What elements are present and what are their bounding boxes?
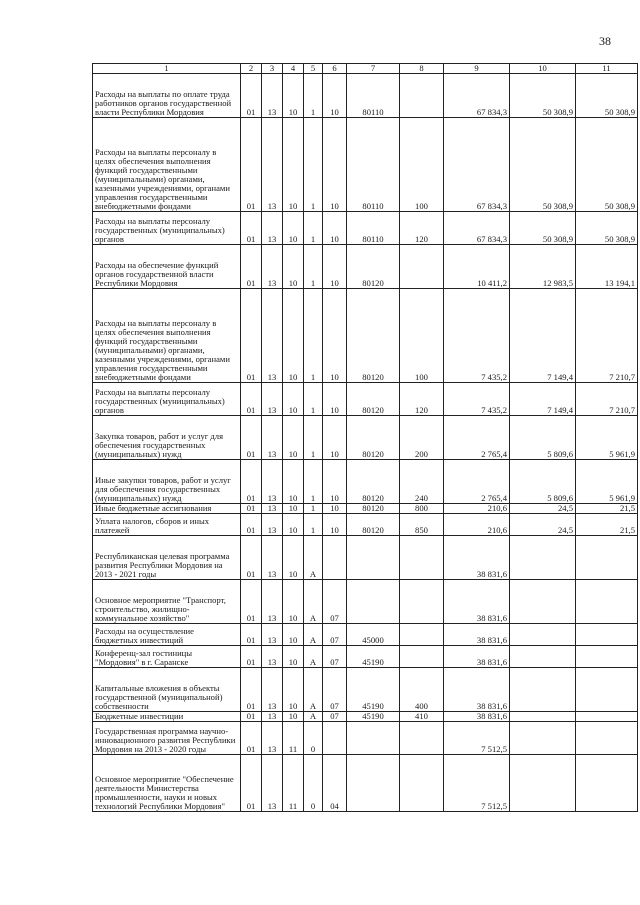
cell-amount-2: 50 308,9 <box>510 118 576 212</box>
cell-amount-2: 24,5 <box>510 514 576 536</box>
table-row <box>93 383 638 416</box>
cell-subprogram: А <box>304 646 323 668</box>
cell-amount-3 <box>576 755 638 812</box>
row-name: Республиканская целевая программа развития Республики Мордовия на 2013 - 2021 годы <box>93 536 241 580</box>
cell-amount-1: 210,6 <box>444 504 510 514</box>
cell-amount-1: 38 831,6 <box>444 712 510 722</box>
cell-amount-1: 7 435,2 <box>444 383 510 416</box>
cell-direction: 45190 <box>347 668 400 712</box>
row-name: Расходы на выплаты персоналу государственных (муниципальных) органов <box>93 383 241 416</box>
row-name: Государственная программа научно-инновационного развития Республики Мордовия на 2013 - 2020 годы <box>93 722 241 755</box>
table-row <box>93 212 638 245</box>
cell-event: 07 <box>323 580 347 624</box>
table-row <box>93 722 638 755</box>
cell-program: 10 <box>283 504 304 514</box>
cell-section: 01 <box>241 668 262 712</box>
cell-amount-3: 21,5 <box>576 504 638 514</box>
cell-program: 10 <box>283 646 304 668</box>
cell-subprogram: 1 <box>304 212 323 245</box>
cell-amount-3: 50 308,9 <box>576 212 638 245</box>
cell-direction: 80120 <box>347 514 400 536</box>
cell-amount-2 <box>510 712 576 722</box>
cell-program: 10 <box>283 416 304 460</box>
cell-amount-1: 38 831,6 <box>444 536 510 580</box>
cell-section: 01 <box>241 536 262 580</box>
cell-subsection: 13 <box>262 668 283 712</box>
col-header: 4 <box>283 64 304 74</box>
cell-direction <box>347 536 400 580</box>
cell-amount-3: 13 194,1 <box>576 245 638 289</box>
cell-expense-type <box>400 536 444 580</box>
cell-amount-3 <box>576 580 638 624</box>
cell-amount-1: 38 831,6 <box>444 580 510 624</box>
row-name: Расходы на осуществление бюджетных инвестиций <box>93 624 241 646</box>
row-name: Расходы на выплаты персоналу государственных (муниципальных) органов <box>93 212 241 245</box>
cell-program: 10 <box>283 212 304 245</box>
cell-amount-2: 7 149,4 <box>510 383 576 416</box>
row-name: Капитальные вложения в объекты государственной (муниципальной) собственности <box>93 668 241 712</box>
table-row <box>93 416 638 460</box>
table-row <box>93 245 638 289</box>
cell-program: 10 <box>283 245 304 289</box>
cell-subprogram: 1 <box>304 118 323 212</box>
cell-expense-type: 200 <box>400 416 444 460</box>
cell-amount-3 <box>576 646 638 668</box>
cell-section: 01 <box>241 755 262 812</box>
cell-subsection: 13 <box>262 755 283 812</box>
cell-subsection: 13 <box>262 383 283 416</box>
cell-amount-3: 21,5 <box>576 514 638 536</box>
cell-event: 07 <box>323 624 347 646</box>
cell-subsection: 13 <box>262 580 283 624</box>
cell-subprogram: 0 <box>304 722 323 755</box>
cell-amount-2: 5 809,6 <box>510 416 576 460</box>
table-row <box>93 118 638 212</box>
cell-event: 10 <box>323 245 347 289</box>
cell-section: 01 <box>241 245 262 289</box>
cell-expense-type: 400 <box>400 668 444 712</box>
cell-program: 10 <box>283 514 304 536</box>
cell-amount-3: 7 210,7 <box>576 383 638 416</box>
cell-event <box>323 722 347 755</box>
cell-program: 10 <box>283 580 304 624</box>
col-header: 2 <box>241 64 262 74</box>
col-header: 6 <box>323 64 347 74</box>
cell-expense-type <box>400 722 444 755</box>
cell-program: 10 <box>283 383 304 416</box>
cell-event: 10 <box>323 289 347 383</box>
table-row <box>93 460 638 504</box>
cell-section: 01 <box>241 416 262 460</box>
cell-section: 01 <box>241 722 262 755</box>
cell-direction: 80120 <box>347 383 400 416</box>
cell-amount-1: 7 512,5 <box>444 722 510 755</box>
cell-subsection: 13 <box>262 536 283 580</box>
cell-amount-2: 50 308,9 <box>510 212 576 245</box>
cell-expense-type <box>400 74 444 118</box>
cell-subsection: 13 <box>262 624 283 646</box>
cell-subprogram: А <box>304 624 323 646</box>
cell-amount-3 <box>576 536 638 580</box>
cell-amount-2 <box>510 668 576 712</box>
cell-event: 10 <box>323 504 347 514</box>
cell-program: 10 <box>283 712 304 722</box>
cell-subsection: 13 <box>262 646 283 668</box>
row-name: Расходы на выплаты по оплате труда работников органов государственной власти Республики Мордовия <box>93 74 241 118</box>
cell-section: 01 <box>241 118 262 212</box>
cell-direction: 80110 <box>347 118 400 212</box>
col-header: 10 <box>510 64 576 74</box>
cell-subprogram: А <box>304 668 323 712</box>
cell-amount-3 <box>576 624 638 646</box>
cell-amount-1: 10 411,2 <box>444 245 510 289</box>
cell-event: 10 <box>323 383 347 416</box>
cell-amount-1: 38 831,6 <box>444 624 510 646</box>
col-header: 9 <box>444 64 510 74</box>
cell-amount-3: 50 308,9 <box>576 74 638 118</box>
cell-section: 01 <box>241 712 262 722</box>
cell-section: 01 <box>241 514 262 536</box>
cell-direction: 80120 <box>347 504 400 514</box>
col-header: 5 <box>304 64 323 74</box>
cell-direction: 80120 <box>347 245 400 289</box>
cell-amount-2 <box>510 536 576 580</box>
row-name: Конференц-зал гостиницы "Мордовия" в г. Саранске <box>93 646 241 668</box>
row-name: Иные бюджетные ассигнования <box>93 504 241 514</box>
cell-expense-type <box>400 245 444 289</box>
row-name: Бюджетные инвестиции <box>93 712 241 722</box>
row-name: Расходы на выплаты персоналу в целях обеспечения выполнения функций государственными (муниципальными) органами, казенными учреждениями, органами управления государственными внебюджетными фондами <box>93 289 241 383</box>
cell-program: 10 <box>283 668 304 712</box>
cell-direction: 80110 <box>347 74 400 118</box>
cell-program: 11 <box>283 755 304 812</box>
cell-amount-2: 7 149,4 <box>510 289 576 383</box>
table-row <box>93 74 638 118</box>
table-row <box>93 580 638 624</box>
cell-amount-1: 67 834,3 <box>444 118 510 212</box>
row-name: Основное мероприятие "Транспорт, строительство, жилищно-коммунальное хозяйство" <box>93 580 241 624</box>
cell-expense-type: 240 <box>400 460 444 504</box>
cell-subprogram: 0 <box>304 755 323 812</box>
cell-amount-2 <box>510 722 576 755</box>
cell-event: 10 <box>323 514 347 536</box>
cell-direction <box>347 755 400 812</box>
cell-event <box>323 536 347 580</box>
table-row <box>93 624 638 646</box>
cell-event: 07 <box>323 646 347 668</box>
cell-amount-2: 50 308,9 <box>510 74 576 118</box>
page-number: 38 <box>599 34 611 48</box>
cell-event: 10 <box>323 416 347 460</box>
cell-subsection: 13 <box>262 245 283 289</box>
col-header: 8 <box>400 64 444 74</box>
cell-expense-type <box>400 755 444 812</box>
cell-amount-2 <box>510 624 576 646</box>
cell-amount-1: 67 834,3 <box>444 74 510 118</box>
header-row <box>93 64 638 74</box>
budget-table <box>92 63 638 812</box>
cell-expense-type: 800 <box>400 504 444 514</box>
cell-subprogram: А <box>304 580 323 624</box>
cell-subprogram: 1 <box>304 504 323 514</box>
cell-section: 01 <box>241 289 262 383</box>
cell-amount-2: 5 809,6 <box>510 460 576 504</box>
row-name: Закупка товаров, работ и услуг для обеспечения государственных (муниципальных) нужд <box>93 416 241 460</box>
table-row <box>93 646 638 668</box>
cell-expense-type: 120 <box>400 383 444 416</box>
cell-program: 10 <box>283 536 304 580</box>
cell-subprogram: 1 <box>304 245 323 289</box>
cell-expense-type: 100 <box>400 118 444 212</box>
row-name: Расходы на выплаты персоналу в целях обеспечения выполнения функций государственными (муниципальными) органами, казенными учреждениями, органами управления государственными внебюджетными фондами <box>93 118 241 212</box>
cell-section: 01 <box>241 74 262 118</box>
cell-subsection: 13 <box>262 416 283 460</box>
cell-amount-2: 24,5 <box>510 504 576 514</box>
cell-expense-type <box>400 624 444 646</box>
cell-expense-type: 120 <box>400 212 444 245</box>
table-row <box>93 668 638 712</box>
cell-program: 10 <box>283 289 304 383</box>
row-name: Расходы на обеспечение функций органов государственной власти Республики Мордовия <box>93 245 241 289</box>
cell-amount-3: 5 961,9 <box>576 416 638 460</box>
cell-expense-type: 410 <box>400 712 444 722</box>
cell-direction: 80120 <box>347 289 400 383</box>
cell-direction: 45190 <box>347 646 400 668</box>
cell-direction <box>347 580 400 624</box>
table-row <box>93 504 638 514</box>
cell-amount-2 <box>510 580 576 624</box>
cell-amount-1: 2 765,4 <box>444 416 510 460</box>
table-row <box>93 712 638 722</box>
cell-subsection: 13 <box>262 212 283 245</box>
cell-amount-1: 7 435,2 <box>444 289 510 383</box>
cell-section: 01 <box>241 212 262 245</box>
cell-event: 04 <box>323 755 347 812</box>
cell-direction: 80120 <box>347 416 400 460</box>
cell-amount-3: 5 961,9 <box>576 460 638 504</box>
cell-program: 11 <box>283 722 304 755</box>
table-row <box>93 514 638 536</box>
cell-event: 07 <box>323 712 347 722</box>
cell-program: 10 <box>283 624 304 646</box>
cell-amount-1: 210,6 <box>444 514 510 536</box>
col-header: 7 <box>347 64 400 74</box>
cell-subsection: 13 <box>262 460 283 504</box>
cell-subsection: 13 <box>262 722 283 755</box>
table-row <box>93 536 638 580</box>
cell-subprogram: А <box>304 536 323 580</box>
row-name: Основное мероприятие "Обеспечение деятельности Министерства промышленности, науки и новых технологий Республики Мордовия" <box>93 755 241 812</box>
cell-event: 10 <box>323 74 347 118</box>
cell-amount-1: 38 831,6 <box>444 646 510 668</box>
cell-event: 07 <box>323 668 347 712</box>
cell-subprogram: 1 <box>304 416 323 460</box>
cell-amount-3 <box>576 712 638 722</box>
col-header: 3 <box>262 64 283 74</box>
cell-program: 10 <box>283 74 304 118</box>
table-row <box>93 755 638 812</box>
cell-amount-2: 12 983,5 <box>510 245 576 289</box>
cell-amount-1: 38 831,6 <box>444 668 510 712</box>
cell-expense-type <box>400 646 444 668</box>
cell-section: 01 <box>241 383 262 416</box>
cell-amount-1: 2 765,4 <box>444 460 510 504</box>
cell-program: 10 <box>283 460 304 504</box>
table-body <box>93 74 638 812</box>
cell-amount-3 <box>576 668 638 712</box>
row-name: Уплата налогов, сборов и иных платежей <box>93 514 241 536</box>
cell-section: 01 <box>241 580 262 624</box>
cell-direction <box>347 722 400 755</box>
cell-section: 01 <box>241 504 262 514</box>
cell-expense-type: 100 <box>400 289 444 383</box>
cell-expense-type: 850 <box>400 514 444 536</box>
cell-section: 01 <box>241 646 262 668</box>
cell-direction: 80120 <box>347 460 400 504</box>
col-header: 1 <box>93 64 241 74</box>
cell-amount-3: 50 308,9 <box>576 118 638 212</box>
cell-program: 10 <box>283 118 304 212</box>
cell-expense-type <box>400 580 444 624</box>
cell-subsection: 13 <box>262 504 283 514</box>
cell-section: 01 <box>241 624 262 646</box>
cell-subsection: 13 <box>262 289 283 383</box>
cell-amount-1: 7 512,5 <box>444 755 510 812</box>
cell-amount-2 <box>510 755 576 812</box>
cell-event: 10 <box>323 460 347 504</box>
cell-subsection: 13 <box>262 118 283 212</box>
cell-direction: 45190 <box>347 712 400 722</box>
cell-subprogram: 1 <box>304 289 323 383</box>
cell-subsection: 13 <box>262 74 283 118</box>
col-header: 11 <box>576 64 638 74</box>
cell-subsection: 13 <box>262 514 283 536</box>
cell-subprogram: 1 <box>304 460 323 504</box>
table-row <box>93 289 638 383</box>
cell-amount-3 <box>576 722 638 755</box>
cell-amount-1: 67 834,3 <box>444 212 510 245</box>
cell-section: 01 <box>241 460 262 504</box>
cell-event: 10 <box>323 212 347 245</box>
cell-subprogram: А <box>304 712 323 722</box>
cell-subsection: 13 <box>262 712 283 722</box>
cell-direction: 45000 <box>347 624 400 646</box>
cell-event: 10 <box>323 118 347 212</box>
cell-amount-3: 7 210,7 <box>576 289 638 383</box>
cell-direction: 80110 <box>347 212 400 245</box>
row-name: Иные закупки товаров, работ и услуг для обеспечения государственных (муниципальных) нужд <box>93 460 241 504</box>
cell-amount-2 <box>510 646 576 668</box>
cell-subprogram: 1 <box>304 74 323 118</box>
cell-subprogram: 1 <box>304 514 323 536</box>
cell-subprogram: 1 <box>304 383 323 416</box>
